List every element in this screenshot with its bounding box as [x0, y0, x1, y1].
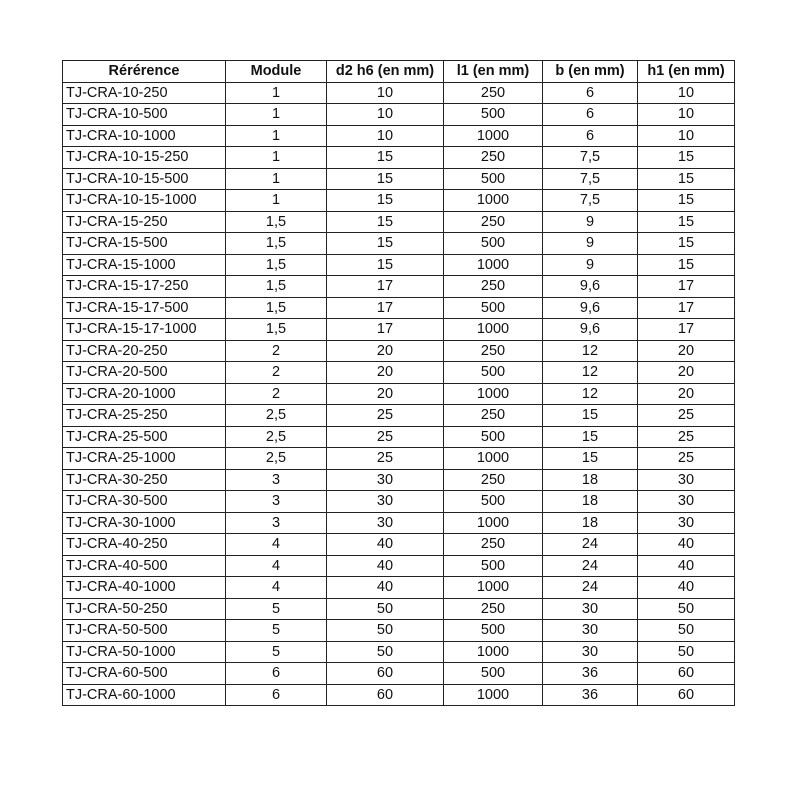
cell-b: 9,6 — [543, 297, 638, 319]
table-row — [63, 319, 735, 341]
cell-h1: 40 — [638, 577, 735, 599]
cell-reference: TJ-CRA-20-1000 — [63, 383, 226, 405]
cell-l1: 1000 — [444, 190, 543, 212]
table-row — [63, 577, 735, 599]
cell-d2-h6: 60 — [327, 663, 444, 685]
cell-l1: 1000 — [444, 684, 543, 706]
cell-module: 3 — [226, 469, 327, 491]
cell-reference: TJ-CRA-15-500 — [63, 233, 226, 255]
cell-module: 1,5 — [226, 276, 327, 298]
cell-b: 24 — [543, 534, 638, 556]
header-reference: Rérérence — [63, 61, 226, 83]
cell-h1: 10 — [638, 104, 735, 126]
cell-reference: TJ-CRA-10-250 — [63, 82, 226, 104]
cell-h1: 50 — [638, 598, 735, 620]
table-row — [63, 125, 735, 147]
cell-b: 15 — [543, 448, 638, 470]
cell-l1: 1000 — [444, 577, 543, 599]
reference-table — [62, 60, 735, 706]
cell-h1: 30 — [638, 512, 735, 534]
cell-module: 5 — [226, 641, 327, 663]
cell-module: 5 — [226, 598, 327, 620]
cell-l1: 250 — [444, 211, 543, 233]
cell-module: 1,5 — [226, 319, 327, 341]
cell-module: 1,5 — [226, 297, 327, 319]
cell-d2-h6: 10 — [327, 82, 444, 104]
header-d2-h6: d2 h6 (en mm) — [327, 61, 444, 83]
cell-d2-h6: 15 — [327, 190, 444, 212]
cell-h1: 20 — [638, 362, 735, 384]
cell-h1: 60 — [638, 663, 735, 685]
cell-l1: 250 — [444, 405, 543, 427]
cell-b: 18 — [543, 512, 638, 534]
cell-reference: TJ-CRA-20-500 — [63, 362, 226, 384]
cell-b: 30 — [543, 598, 638, 620]
cell-reference: TJ-CRA-15-17-500 — [63, 297, 226, 319]
table-body — [63, 82, 735, 706]
table-row — [63, 405, 735, 427]
cell-l1: 1000 — [444, 512, 543, 534]
cell-module: 4 — [226, 577, 327, 599]
table-row — [63, 233, 735, 255]
cell-h1: 30 — [638, 469, 735, 491]
cell-h1: 30 — [638, 491, 735, 513]
cell-d2-h6: 40 — [327, 577, 444, 599]
table-row — [63, 641, 735, 663]
cell-module: 5 — [226, 620, 327, 642]
cell-b: 7,5 — [543, 147, 638, 169]
cell-reference: TJ-CRA-15-1000 — [63, 254, 226, 276]
cell-module: 2,5 — [226, 426, 327, 448]
cell-h1: 15 — [638, 233, 735, 255]
table-row — [63, 168, 735, 190]
cell-module: 1,5 — [226, 211, 327, 233]
header-h1: h1 (en mm) — [638, 61, 735, 83]
cell-b: 7,5 — [543, 168, 638, 190]
cell-h1: 40 — [638, 534, 735, 556]
cell-d2-h6: 25 — [327, 405, 444, 427]
cell-b: 15 — [543, 405, 638, 427]
cell-h1: 15 — [638, 147, 735, 169]
cell-b: 12 — [543, 362, 638, 384]
cell-reference: TJ-CRA-10-15-250 — [63, 147, 226, 169]
cell-l1: 250 — [444, 276, 543, 298]
table-row — [63, 555, 735, 577]
cell-d2-h6: 25 — [327, 448, 444, 470]
cell-reference: TJ-CRA-60-1000 — [63, 684, 226, 706]
cell-h1: 15 — [638, 168, 735, 190]
header-l1: l1 (en mm) — [444, 61, 543, 83]
cell-d2-h6: 25 — [327, 426, 444, 448]
table-row — [63, 491, 735, 513]
cell-b: 30 — [543, 620, 638, 642]
cell-reference: TJ-CRA-30-500 — [63, 491, 226, 513]
cell-l1: 1000 — [444, 641, 543, 663]
cell-h1: 50 — [638, 641, 735, 663]
cell-l1: 500 — [444, 168, 543, 190]
cell-b: 6 — [543, 104, 638, 126]
cell-d2-h6: 20 — [327, 362, 444, 384]
cell-h1: 15 — [638, 190, 735, 212]
cell-b: 12 — [543, 340, 638, 362]
cell-d2-h6: 30 — [327, 491, 444, 513]
cell-module: 2,5 — [226, 405, 327, 427]
table-row — [63, 254, 735, 276]
cell-l1: 500 — [444, 491, 543, 513]
cell-d2-h6: 15 — [327, 254, 444, 276]
cell-module: 4 — [226, 534, 327, 556]
cell-d2-h6: 15 — [327, 211, 444, 233]
cell-l1: 1000 — [444, 254, 543, 276]
cell-reference: TJ-CRA-25-500 — [63, 426, 226, 448]
table-row — [63, 684, 735, 706]
cell-b: 36 — [543, 663, 638, 685]
cell-b: 6 — [543, 82, 638, 104]
cell-h1: 50 — [638, 620, 735, 642]
cell-h1: 25 — [638, 448, 735, 470]
cell-h1: 25 — [638, 426, 735, 448]
cell-d2-h6: 20 — [327, 340, 444, 362]
cell-reference: TJ-CRA-30-1000 — [63, 512, 226, 534]
cell-h1: 10 — [638, 125, 735, 147]
cell-h1: 15 — [638, 211, 735, 233]
cell-h1: 15 — [638, 254, 735, 276]
cell-d2-h6: 17 — [327, 297, 444, 319]
cell-module: 1 — [226, 125, 327, 147]
cell-l1: 1000 — [444, 383, 543, 405]
cell-l1: 250 — [444, 534, 543, 556]
cell-module: 1 — [226, 82, 327, 104]
cell-d2-h6: 15 — [327, 233, 444, 255]
cell-b: 30 — [543, 641, 638, 663]
cell-b: 9,6 — [543, 276, 638, 298]
cell-module: 3 — [226, 491, 327, 513]
cell-l1: 500 — [444, 104, 543, 126]
cell-reference: TJ-CRA-10-1000 — [63, 125, 226, 147]
header-module: Module — [226, 61, 327, 83]
cell-h1: 17 — [638, 276, 735, 298]
cell-module: 1,5 — [226, 233, 327, 255]
cell-d2-h6: 40 — [327, 534, 444, 556]
cell-reference: TJ-CRA-50-1000 — [63, 641, 226, 663]
table-row — [63, 426, 735, 448]
cell-h1: 17 — [638, 297, 735, 319]
cell-module: 1,5 — [226, 254, 327, 276]
cell-d2-h6: 30 — [327, 469, 444, 491]
table-row — [63, 211, 735, 233]
cell-reference: TJ-CRA-50-250 — [63, 598, 226, 620]
table-row — [63, 362, 735, 384]
table-row — [63, 512, 735, 534]
cell-h1: 25 — [638, 405, 735, 427]
cell-module: 1 — [226, 104, 327, 126]
cell-d2-h6: 10 — [327, 104, 444, 126]
cell-d2-h6: 50 — [327, 620, 444, 642]
cell-module: 3 — [226, 512, 327, 534]
cell-d2-h6: 20 — [327, 383, 444, 405]
table-row — [63, 598, 735, 620]
cell-d2-h6: 17 — [327, 276, 444, 298]
cell-module: 2 — [226, 340, 327, 362]
cell-d2-h6: 50 — [327, 641, 444, 663]
cell-b: 9 — [543, 233, 638, 255]
cell-l1: 500 — [444, 663, 543, 685]
cell-reference: TJ-CRA-15-17-250 — [63, 276, 226, 298]
cell-reference: TJ-CRA-30-250 — [63, 469, 226, 491]
table-row — [63, 340, 735, 362]
cell-reference: TJ-CRA-40-1000 — [63, 577, 226, 599]
cell-h1: 20 — [638, 340, 735, 362]
cell-reference: TJ-CRA-10-500 — [63, 104, 226, 126]
table-row — [63, 297, 735, 319]
cell-b: 36 — [543, 684, 638, 706]
cell-d2-h6: 15 — [327, 147, 444, 169]
cell-l1: 500 — [444, 426, 543, 448]
cell-b: 9 — [543, 254, 638, 276]
cell-h1: 20 — [638, 383, 735, 405]
table-row — [63, 190, 735, 212]
cell-b: 9,6 — [543, 319, 638, 341]
cell-d2-h6: 10 — [327, 125, 444, 147]
cell-l1: 1000 — [444, 125, 543, 147]
table-row — [63, 104, 735, 126]
cell-reference: TJ-CRA-25-1000 — [63, 448, 226, 470]
cell-l1: 250 — [444, 82, 543, 104]
cell-reference: TJ-CRA-40-500 — [63, 555, 226, 577]
cell-h1: 40 — [638, 555, 735, 577]
cell-l1: 1000 — [444, 448, 543, 470]
cell-l1: 250 — [444, 340, 543, 362]
cell-reference: TJ-CRA-20-250 — [63, 340, 226, 362]
cell-l1: 500 — [444, 297, 543, 319]
cell-b: 18 — [543, 491, 638, 513]
cell-module: 1 — [226, 147, 327, 169]
cell-reference: TJ-CRA-15-17-1000 — [63, 319, 226, 341]
table-row — [63, 276, 735, 298]
cell-b: 12 — [543, 383, 638, 405]
cell-d2-h6: 17 — [327, 319, 444, 341]
table-row — [63, 620, 735, 642]
table-row — [63, 82, 735, 104]
cell-l1: 500 — [444, 555, 543, 577]
table-row — [63, 147, 735, 169]
cell-h1: 17 — [638, 319, 735, 341]
cell-b: 24 — [543, 577, 638, 599]
cell-d2-h6: 15 — [327, 168, 444, 190]
cell-d2-h6: 60 — [327, 684, 444, 706]
cell-reference: TJ-CRA-60-500 — [63, 663, 226, 685]
table-row — [63, 383, 735, 405]
cell-d2-h6: 40 — [327, 555, 444, 577]
cell-b: 6 — [543, 125, 638, 147]
cell-d2-h6: 50 — [327, 598, 444, 620]
cell-reference: TJ-CRA-40-250 — [63, 534, 226, 556]
cell-module: 1 — [226, 168, 327, 190]
cell-l1: 250 — [444, 469, 543, 491]
cell-h1: 60 — [638, 684, 735, 706]
cell-reference: TJ-CRA-50-500 — [63, 620, 226, 642]
cell-reference: TJ-CRA-10-15-500 — [63, 168, 226, 190]
cell-module: 4 — [226, 555, 327, 577]
cell-b: 7,5 — [543, 190, 638, 212]
cell-b: 24 — [543, 555, 638, 577]
cell-module: 2 — [226, 362, 327, 384]
cell-l1: 500 — [444, 620, 543, 642]
table-row — [63, 469, 735, 491]
cell-h1: 10 — [638, 82, 735, 104]
cell-reference: TJ-CRA-25-250 — [63, 405, 226, 427]
cell-module: 6 — [226, 684, 327, 706]
cell-l1: 500 — [444, 233, 543, 255]
cell-module: 1 — [226, 190, 327, 212]
cell-l1: 500 — [444, 362, 543, 384]
cell-module: 6 — [226, 663, 327, 685]
table-header-row — [63, 61, 735, 83]
cell-module: 2,5 — [226, 448, 327, 470]
table-row — [63, 534, 735, 556]
table-row — [63, 448, 735, 470]
table-row — [63, 663, 735, 685]
cell-reference: TJ-CRA-15-250 — [63, 211, 226, 233]
cell-d2-h6: 30 — [327, 512, 444, 534]
cell-l1: 250 — [444, 147, 543, 169]
cell-l1: 1000 — [444, 319, 543, 341]
cell-b: 9 — [543, 211, 638, 233]
cell-module: 2 — [226, 383, 327, 405]
cell-l1: 250 — [444, 598, 543, 620]
cell-b: 18 — [543, 469, 638, 491]
cell-reference: TJ-CRA-10-15-1000 — [63, 190, 226, 212]
cell-b: 15 — [543, 426, 638, 448]
header-b: b (en mm) — [543, 61, 638, 83]
